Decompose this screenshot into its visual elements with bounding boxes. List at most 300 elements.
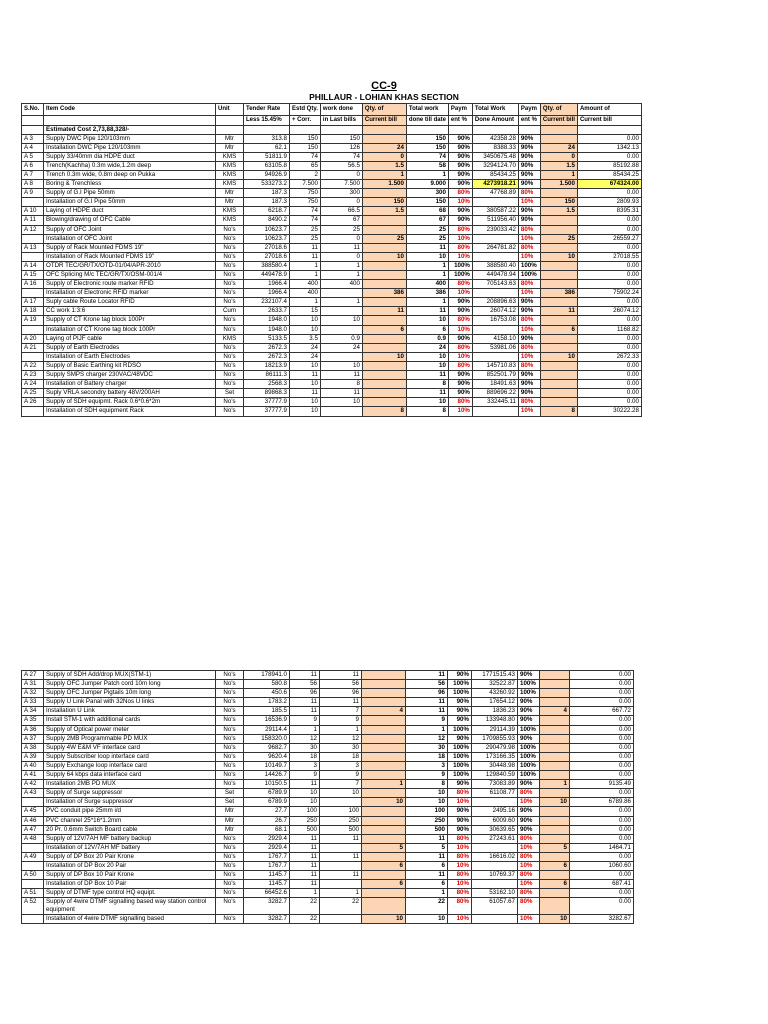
table-cell: A 27 xyxy=(22,671,44,680)
table-cell: 11 xyxy=(320,243,362,252)
table-cell: 80% xyxy=(518,898,540,915)
table-cell: 500 xyxy=(290,825,320,834)
table-cell: A 41 xyxy=(22,771,44,780)
table-row xyxy=(22,716,634,725)
table-cell: 100 xyxy=(320,807,362,816)
table-cell: 10 xyxy=(406,316,448,325)
table-row xyxy=(22,280,642,289)
table-cell xyxy=(540,825,570,834)
table-cell: 80% xyxy=(518,225,540,234)
table-cell xyxy=(362,807,406,816)
table-cell: 3 xyxy=(406,761,448,770)
table-cell: 22 xyxy=(320,898,362,915)
table-cell: A 31 xyxy=(22,680,44,689)
table-cell: 5 xyxy=(362,843,406,852)
table-cell: 1767.7 xyxy=(244,861,290,870)
table-row xyxy=(22,398,642,407)
table-cell: A 51 xyxy=(22,889,44,898)
table-cell: 11 xyxy=(290,843,320,852)
table-cell: 290479.98 xyxy=(472,743,518,752)
table-cell: 11 xyxy=(540,307,577,316)
table-cell: 1 xyxy=(406,889,448,898)
table-cell: 1966.4 xyxy=(244,289,290,298)
table-cell: 24 xyxy=(290,343,321,352)
table-cell: 0 xyxy=(362,152,406,161)
table-cell xyxy=(362,789,406,798)
table-cell: 90% xyxy=(448,161,472,170)
table-cell: Supply OFC Jumper Patch cord 10m long xyxy=(44,680,216,689)
table-cell: 90% xyxy=(448,371,472,380)
table-cell: Supply 64 kbps data interface card xyxy=(44,771,216,780)
table-cell xyxy=(472,880,518,889)
table-cell: No's xyxy=(216,780,244,789)
estimated-cost: Estimated Cost 2,73,88,328/- xyxy=(44,125,216,134)
table-cell: 27.7 xyxy=(244,807,290,816)
table-cell: 1767.7 xyxy=(244,852,290,861)
table-row xyxy=(22,834,634,843)
table-cell: 27018.6 xyxy=(244,243,290,252)
table-cell: 1 xyxy=(290,725,320,734)
table-cell: 2568.3 xyxy=(244,380,290,389)
table-cell: 511956.40 xyxy=(472,216,518,225)
table-cell: 25 xyxy=(406,225,448,234)
estimated-cost-row xyxy=(22,125,642,134)
table-cell: 0.00 xyxy=(570,716,634,725)
table-cell: 18 xyxy=(320,752,362,761)
table-cell xyxy=(362,734,406,743)
table-cell: A 40 xyxy=(22,761,44,770)
table-cell: 0.00 xyxy=(577,361,641,370)
table-cell: 90% xyxy=(518,389,540,398)
table-cell: 3 xyxy=(290,761,320,770)
table-cell: 1 xyxy=(362,170,406,179)
table-row xyxy=(22,871,634,880)
table-cell: 22 xyxy=(406,898,448,915)
table-cell: 0.00 xyxy=(577,371,641,380)
table-cell: 1060.60 xyxy=(570,861,634,870)
table-cell: 18 xyxy=(290,752,320,761)
table-cell xyxy=(362,680,406,689)
table-cell: 10% xyxy=(448,198,472,207)
table-cell: Supply of Optical power meter xyxy=(44,725,216,734)
table-cell: 10 xyxy=(362,352,406,361)
table-cell: Supply DWC Pipe 120/103mm xyxy=(44,134,216,143)
table-cell: 150 xyxy=(290,134,321,143)
table-cell: 80% xyxy=(518,316,540,325)
empty-cell xyxy=(448,125,472,134)
table-cell: 12 xyxy=(290,734,320,743)
table-cell: A 16 xyxy=(22,280,44,289)
table-cell xyxy=(362,216,406,225)
table-cell xyxy=(540,743,570,752)
table-cell: No's xyxy=(216,361,244,370)
table-cell: 86111.3 xyxy=(244,371,290,380)
table-cell: 80% xyxy=(448,852,472,861)
table-row xyxy=(22,734,634,743)
table-cell: 100% xyxy=(448,725,472,734)
table-cell: 22 xyxy=(290,915,320,924)
table-cell: 8388.33 xyxy=(472,143,518,152)
header-cell: Total Work xyxy=(472,104,518,116)
table-cell: 74 xyxy=(406,152,448,161)
table-cell: 313.8 xyxy=(244,134,290,143)
table-cell: 10 xyxy=(406,352,448,361)
table-cell: 0 xyxy=(320,170,362,179)
table-cell: Suply cable Route Locator RFID xyxy=(44,298,216,307)
table-cell: 158320.0 xyxy=(244,734,290,743)
table-cell: 8 xyxy=(362,407,406,416)
table-cell: 4158.10 xyxy=(472,334,518,343)
table-row xyxy=(22,243,642,252)
table-cell xyxy=(362,243,406,252)
table-cell: A 23 xyxy=(22,371,44,380)
table-cell: 10% xyxy=(518,843,540,852)
table-cell: Mtr xyxy=(216,198,244,207)
table-cell: 56 xyxy=(406,680,448,689)
table-cell: 0.00 xyxy=(577,280,641,289)
table-cell: 90% xyxy=(448,671,472,680)
table-cell: 2672.3 xyxy=(244,343,290,352)
table-cell: Supply OFC Jumper Pigtails 10m long xyxy=(44,689,216,698)
table-cell: 1 xyxy=(290,271,321,280)
table-cell: 90% xyxy=(448,170,472,179)
table-cell: A 33 xyxy=(22,698,44,707)
table-cell: 10 xyxy=(362,798,406,807)
table-cell: 61108.77 xyxy=(472,789,518,798)
table-cell: 24 xyxy=(290,352,321,361)
table-cell: 90% xyxy=(448,380,472,389)
table-row xyxy=(22,234,642,243)
table-cell: A 39 xyxy=(22,752,44,761)
table-cell: A 14 xyxy=(22,261,44,270)
table-cell: PVC channel 25*16*1.2mm xyxy=(44,816,216,825)
page-subtitle: PHILLAUR - LOHIAN KHAS SECTION xyxy=(309,92,459,102)
table-cell: 53162.10 xyxy=(472,889,518,898)
table-cell: A 10 xyxy=(22,207,44,216)
table-cell xyxy=(540,189,577,198)
table-cell xyxy=(540,334,577,343)
table-cell xyxy=(22,407,44,416)
table-cell: No's xyxy=(216,843,244,852)
table-cell: No's xyxy=(216,234,244,243)
table-cell: A 20 xyxy=(22,334,44,343)
table-cell xyxy=(540,389,577,398)
table-cell: 10 xyxy=(290,798,320,807)
table-cell: 25 xyxy=(362,234,406,243)
table-cell: No's xyxy=(216,316,244,325)
table-cell: 100% xyxy=(518,689,540,698)
table-cell: 10% xyxy=(448,880,472,889)
table-cell: 150 xyxy=(406,198,448,207)
table-cell: 14426.7 xyxy=(244,771,290,780)
table-cell: No's xyxy=(216,734,244,743)
header-row-2 xyxy=(22,115,642,125)
table-cell: 10% xyxy=(448,252,472,261)
table-cell: 11 xyxy=(290,871,320,880)
table-cell: No's xyxy=(216,680,244,689)
table-cell: 1.5 xyxy=(540,207,577,216)
table-cell: 85434.25 xyxy=(577,170,641,179)
header-cell: Item Code xyxy=(44,104,216,116)
table-cell: 1 xyxy=(406,271,448,280)
table-cell: 386 xyxy=(406,289,448,298)
table-cell: Suply VRLA secondry battery 48V/200AH xyxy=(44,389,216,398)
table-cell: 10% xyxy=(518,407,540,416)
billing-table-bottom xyxy=(21,670,634,924)
table-row xyxy=(22,898,634,915)
table-cell: 126 xyxy=(320,143,362,152)
table-cell xyxy=(540,734,570,743)
table-cell: Set xyxy=(216,389,244,398)
table-cell: 11 xyxy=(406,834,448,843)
table-cell: 0.00 xyxy=(570,889,634,898)
table-cell xyxy=(362,380,406,389)
table-cell: 80% xyxy=(448,871,472,880)
table-cell: 0.00 xyxy=(577,134,641,143)
table-cell: 10% xyxy=(448,407,472,416)
table-cell: 90% xyxy=(448,152,472,161)
table-cell: 90% xyxy=(448,143,472,152)
empty-cell xyxy=(518,125,540,134)
table-cell: 129840.59 xyxy=(472,771,518,780)
table-cell: 68 xyxy=(406,207,448,216)
table-cell: 26074.12 xyxy=(472,307,518,316)
table-row xyxy=(22,261,642,270)
table-cell: 90% xyxy=(518,698,540,707)
table-cell: 10 xyxy=(290,380,321,389)
table-cell: 90% xyxy=(448,207,472,216)
table-cell: 3.5 xyxy=(290,334,321,343)
table-cell: 80% xyxy=(448,243,472,252)
header-cell: Qty. of xyxy=(540,104,577,116)
table-cell xyxy=(540,807,570,816)
table-cell: 400 xyxy=(290,280,321,289)
table-cell xyxy=(22,915,44,924)
table-cell: Supply of Electronic route marker RFID xyxy=(44,280,216,289)
table-cell: 0.00 xyxy=(570,689,634,698)
empty-cell xyxy=(577,125,641,134)
table-cell: 67 xyxy=(320,216,362,225)
table-cell: 90% xyxy=(448,698,472,707)
table-cell: 10 xyxy=(320,789,362,798)
table-cell: 58 xyxy=(406,161,448,170)
table-cell xyxy=(320,843,362,852)
table-cell: 11 xyxy=(320,834,362,843)
table-cell: 3282.7 xyxy=(244,898,290,915)
table-cell: No's xyxy=(216,880,244,889)
table-cell: 100% xyxy=(448,743,472,752)
table-cell: 0.00 xyxy=(570,761,634,770)
table-cell: 10 xyxy=(406,398,448,407)
table-cell: 0.00 xyxy=(570,834,634,843)
table-cell: 11 xyxy=(290,252,321,261)
table-cell: No's xyxy=(216,271,244,280)
table-cell: Supply of OFC Joint xyxy=(44,225,216,234)
table-cell: 11 xyxy=(406,243,448,252)
table-cell: 7.500 xyxy=(290,180,321,189)
table-cell: Install STM-1 with additional cards xyxy=(44,716,216,725)
table-row xyxy=(22,780,634,789)
table-cell: A 42 xyxy=(22,780,44,789)
table-cell: No's xyxy=(216,398,244,407)
table-cell: A 7 xyxy=(22,170,44,179)
table-cell xyxy=(540,216,577,225)
table-row xyxy=(22,889,634,898)
table-cell: 9 xyxy=(320,771,362,780)
table-cell: 30 xyxy=(290,743,320,752)
table-cell: 1709855.93 xyxy=(472,734,518,743)
table-cell: 6789.9 xyxy=(244,798,290,807)
header-cell: Current bill xyxy=(577,115,641,125)
table-row xyxy=(22,161,642,170)
table-cell: 0.00 xyxy=(577,216,641,225)
table-cell xyxy=(362,761,406,770)
table-cell: A 19 xyxy=(22,316,44,325)
table-cell: A 38 xyxy=(22,743,44,752)
table-cell xyxy=(540,316,577,325)
table-cell xyxy=(362,343,406,352)
table-cell: 10 xyxy=(290,789,320,798)
table-cell: 74 xyxy=(290,207,321,216)
empty-cell xyxy=(216,125,244,134)
table-cell: 10149.7 xyxy=(244,761,290,770)
table-cell: 0 xyxy=(540,152,577,161)
table-cell: 2633.7 xyxy=(244,307,290,316)
table-cell xyxy=(362,752,406,761)
table-cell: 96 xyxy=(320,689,362,698)
table-cell: Supply of SDH equipmt. Rack 0.6*0.6*2m xyxy=(44,398,216,407)
table-cell: 10 xyxy=(362,915,406,924)
table-cell: No's xyxy=(216,352,244,361)
table-cell: 0.00 xyxy=(577,271,641,280)
table-cell: 80% xyxy=(518,871,540,880)
table-cell: No's xyxy=(216,225,244,234)
empty-cell xyxy=(362,125,406,134)
table-row xyxy=(22,170,642,179)
table-row xyxy=(22,843,634,852)
header-cell: done till date xyxy=(406,115,448,125)
table-cell xyxy=(320,289,362,298)
table-cell: 90% xyxy=(518,707,540,716)
table-cell: Installation of Electronic RFID marker xyxy=(44,289,216,298)
table-cell: Installation of OFC Joint xyxy=(44,234,216,243)
table-cell: KMS xyxy=(216,216,244,225)
table-cell: Mtr xyxy=(216,189,244,198)
table-cell: 0 xyxy=(320,198,362,207)
table-cell: Supply of 12V/7AH MF battery backup xyxy=(44,834,216,843)
table-cell: 24 xyxy=(362,143,406,152)
table-cell: 74 xyxy=(320,152,362,161)
table-cell: 0.00 xyxy=(570,898,634,915)
table-cell: 17654.12 xyxy=(472,698,518,707)
table-row xyxy=(22,207,642,216)
table-cell: 9620.4 xyxy=(244,752,290,761)
table-cell: 80% xyxy=(448,834,472,843)
table-cell: 27243.61 xyxy=(472,834,518,843)
header-cell xyxy=(22,115,44,125)
table-cell: 8395.31 xyxy=(577,207,641,216)
table-cell: 386 xyxy=(540,289,577,298)
table-cell: 1145.7 xyxy=(244,871,290,880)
table-row xyxy=(22,198,642,207)
table-cell: No's xyxy=(216,743,244,752)
table-cell: 25 xyxy=(320,225,362,234)
table-cell: 37777.9 xyxy=(244,398,290,407)
table-cell: 1.5 xyxy=(362,161,406,170)
header-cell: Done Amount xyxy=(472,115,518,125)
table-cell: 90% xyxy=(518,371,540,380)
table-cell: 27018.55 xyxy=(577,252,641,261)
table-cell: Installation of DP Box 20 Pair xyxy=(44,861,216,870)
table-cell: 10% xyxy=(448,915,472,924)
header-cell: Estd Qty. xyxy=(290,104,321,116)
table-row xyxy=(22,771,634,780)
table-cell: Supply of G.I Pipe 50mm xyxy=(44,189,216,198)
table-cell: 852501.79 xyxy=(472,371,518,380)
table-cell: 7 xyxy=(320,707,362,716)
table-cell xyxy=(540,834,570,843)
table-cell xyxy=(362,898,406,915)
table-row xyxy=(22,816,634,825)
table-row xyxy=(22,671,634,680)
table-cell: 0.00 xyxy=(577,316,641,325)
table-cell: 1.5 xyxy=(540,161,577,170)
table-cell: 0.00 xyxy=(570,743,634,752)
table-cell: 90% xyxy=(518,807,540,816)
table-cell xyxy=(320,325,362,334)
table-row xyxy=(22,915,634,924)
table-cell: 10% xyxy=(518,234,540,243)
table-cell: 90% xyxy=(518,180,540,189)
table-cell: 185.5 xyxy=(244,707,290,716)
table-cell: 11 xyxy=(320,852,362,861)
table-cell: 0.00 xyxy=(577,261,641,270)
table-cell: 90% xyxy=(518,816,540,825)
table-cell xyxy=(540,361,577,370)
table-row xyxy=(22,143,642,152)
table-cell xyxy=(362,371,406,380)
table-cell xyxy=(320,915,362,924)
table-cell: A 21 xyxy=(22,343,44,352)
table-cell: 80% xyxy=(448,889,472,898)
table-cell: 400 xyxy=(406,280,448,289)
table-cell: 10% xyxy=(518,798,540,807)
table-cell: 1145.7 xyxy=(244,880,290,889)
table-cell: 6 xyxy=(362,880,406,889)
table-cell xyxy=(362,671,406,680)
table-cell: Installation U Link xyxy=(44,707,216,716)
table-cell: KMS xyxy=(216,152,244,161)
table-cell xyxy=(362,189,406,198)
table-cell xyxy=(320,352,362,361)
table-cell: 1.500 xyxy=(540,180,577,189)
table-cell xyxy=(540,298,577,307)
table-cell: 10 xyxy=(320,361,362,370)
table-cell: 56 xyxy=(290,680,320,689)
table-cell: KMS xyxy=(216,207,244,216)
header-cell: Total work xyxy=(406,104,448,116)
table-cell: 0 xyxy=(320,252,362,261)
table-cell xyxy=(472,843,518,852)
table-cell: 133948.80 xyxy=(472,716,518,725)
table-cell: A 9 xyxy=(22,189,44,198)
table-cell: A 35 xyxy=(22,716,44,725)
table-cell: 264781.82 xyxy=(472,243,518,252)
table-cell: 90% xyxy=(518,161,540,170)
table-cell: 10769.37 xyxy=(472,871,518,880)
table-cell: 90% xyxy=(518,216,540,225)
table-cell: 1 xyxy=(406,298,448,307)
